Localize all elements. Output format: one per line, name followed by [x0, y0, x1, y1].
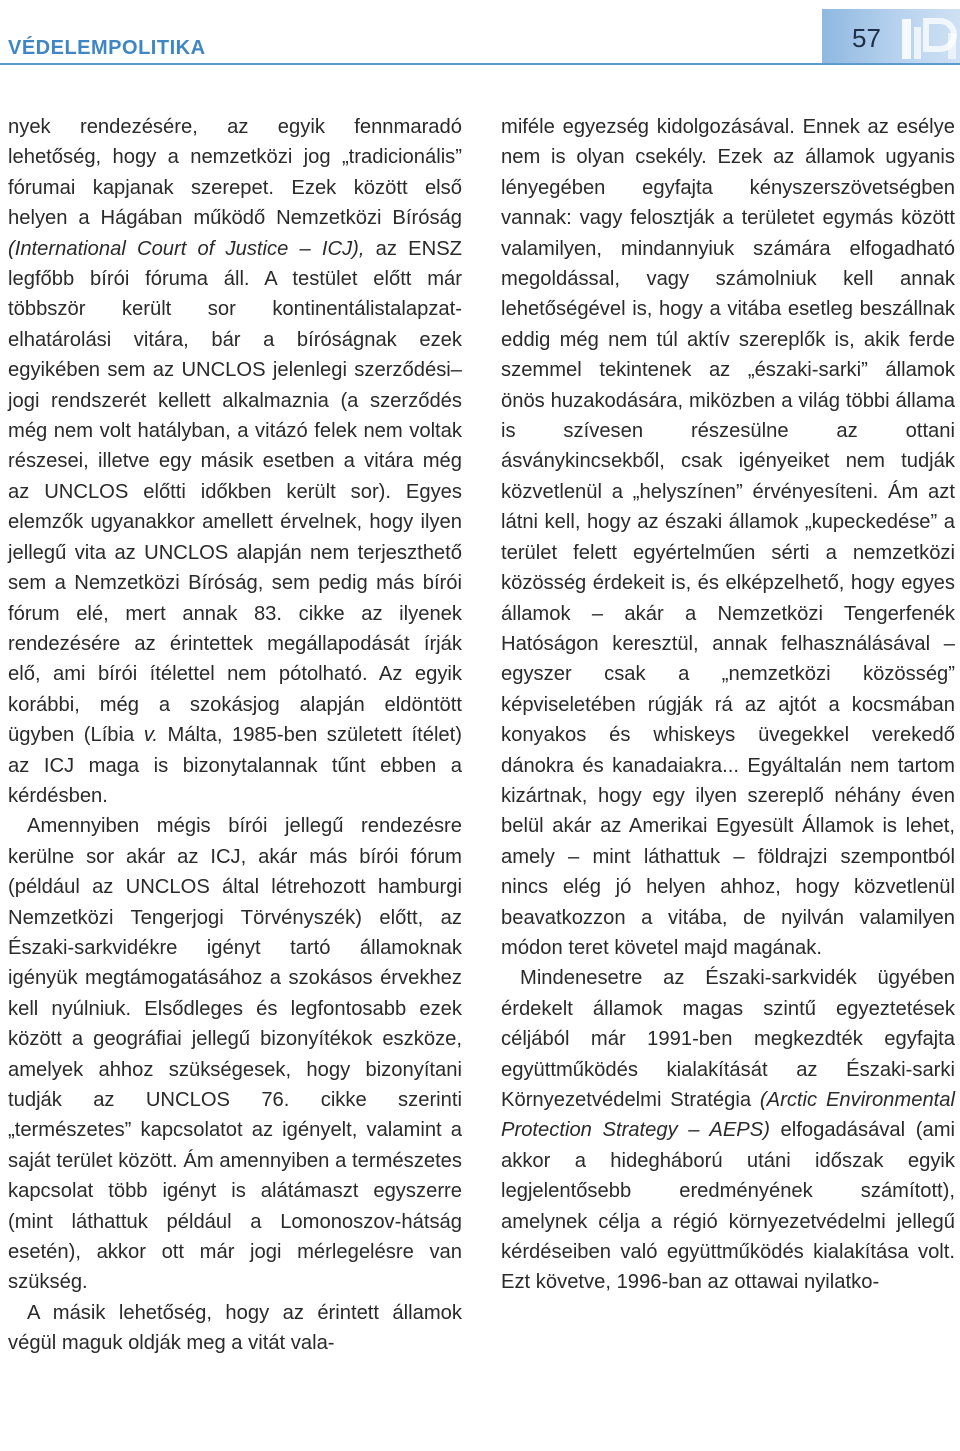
left-column	[8, 112, 462, 1359]
journal-logo-mark-icon	[900, 13, 960, 63]
page-header	[0, 0, 960, 80]
page-number-tab	[822, 9, 960, 63]
italic-term: v.	[143, 724, 158, 747]
italic-term: (Arctic Environmental Protection Strategy – AEPS)	[501, 1089, 955, 1142]
paragraph: nyek rendezésére, az egyik fennmaradó lehetőség, hogy a nemzetközi jog „tradicionális” fórumai kapjanak szerepet. Ezek között első helyen a Hágában működő Nemzetközi Bíróság (International Court of Justice – ICJ), az ENSZ legfőbb bírói fóruma áll. A testület előtt már többször került sor kontinentálistalapzat-elhatárolási vitára, bár a bíróságnak ezek egyikében sem az UNCLOS jelenlegi szerződési–jogi rendszerét kellett alkalmaznia (a szerződés még nem volt hatályban, a vitázó felek nem voltak részesei, illetve egy másik esetben a vitára még az UNCLOS előtti időkben került sor). Egyes elemzők ugyanakkor amellett érvelnek, hogy ilyen jellegű vita az UNCLOS alapján nem terjeszthető sem a Nemzetközi Bíróság, sem pedig más bírói fórum elé, mert annak 83. cikke az ilyenek rendezésére az érintettek megállapodását írják elő, ami bírói ítélettel nem pótolható. Az egyik korábbi, még a szokásjog alapján eldöntött ügyben (Líbia v. Málta, 1985-ben született ítélet) az ICJ maga is bizonytalannak tűnt ebben a kérdésben.	[8, 116, 462, 807]
paragraph: A másik lehetőség, hogy az érintett államok végül maguk oldják meg a vitát vala-	[8, 1301, 462, 1355]
paragraph: Mindenesetre az Északi-sarkvidék ügyében érdekelt államok magas szintű egyeztetések céljából már 1991-ben megkezdték egyfajta együttműködés kialakítását az Északi-sarki Környezetvédelmi Stratégia (Arctic Environmental Protection Strategy – AEPS) elfogadásával (ami akkor a hidegháború utáni időszak egyik legjelentősebb eredményének számított), amelynek célja a régió környezetvédelmi jellegű kérdéseiben való együttműködés kialakítása volt. Ezt követve, 1996-ban az ottawai nyilatko-	[501, 967, 955, 1294]
paragraph: Amennyiben mégis bírói jellegű rendezésre kerülne sor akár az ICJ, akár más bírói fórum (például az UNCLOS által létrehozott hamburgi Nemzetközi Tengerjogi Törvényszék) előtt, az Északi-sarkvidékre igényt tartó államoknak igényük megtámogatásához a szokásos érvekhez kell nyúlniuk. Elsődleges és legfontosabb ezek között a geográfiai jellegű bizonyítékok eszköze, amelyek ahhoz szükségesek, hogy bizonyítani tudják az UNCLOS 76. cikke szerinti „természetes” kapcsolatot az igényelt, valamint a saját terület között. Ám amennyiben a természetes kapcsolat több igényt is alátámaszt egyszerre (mint láthattuk például a Lomonoszov-hátság esetén), akkor ott már jogi mérlegelésre van szükség.	[8, 815, 462, 1294]
header-rule	[0, 63, 960, 65]
right-column	[501, 112, 955, 1298]
page-number: 57	[852, 23, 881, 53]
section-title: VÉDELEMPOLITIKA	[8, 37, 206, 59]
paragraph: miféle egyezség kidolgozásával. Ennek az esélye nem is olyan csekély. Ezek az államok ugyanis lényegében egyfajta kényszerszövetségben vannak: vagy felosztják a területet egymás között valamilyen, mindannyiuk számára elfogadható megoldással, vagy számolniuk kell annak lehetőségével is, hogy a vitába esetleg beszállnak eddig még nem túl aktív szereplők is, akik ferde szemmel tekintenek az „északi-sarki” államok önös huzakodására, miközben a világ többi államа is szívesen részesülne az ottani ásványkincsekből, csak igényeiket nem tudják közvetlenül a „helyszínen” érvényesíteni. Ám azt látni kell, hogy az északi államok „kupeckedése” a terület felett egyértelműen sérti a nemzetközi közösség érdekeit is, és elképzelhető, hogy egyes államok – akár a Nemzetközi Tengerfenék Hatóságon keresztül, annak felhasználásával – egyszer csak a „nemzetközi közösség” képviseletében rúgják rá az ajtót a kocsmában konyakos és whiskeys üvegekkel verekedő dánokra és kanadaiakra... Egyáltalán nem tartom kizártnak, hogy egy ilyen szereplő néhány éven belül akár az Amerikai Egyesült Államok is lehet, amely – mint láthattuk – földrajzi szempontból nincs elég jó helyen ahhoz, hogy közvetlenül beavatkozzon a vitába, de nyilván valamilyen módon teret követel majd magának.	[501, 116, 955, 959]
italic-term: (International Court of Justice – ICJ),	[8, 237, 365, 260]
